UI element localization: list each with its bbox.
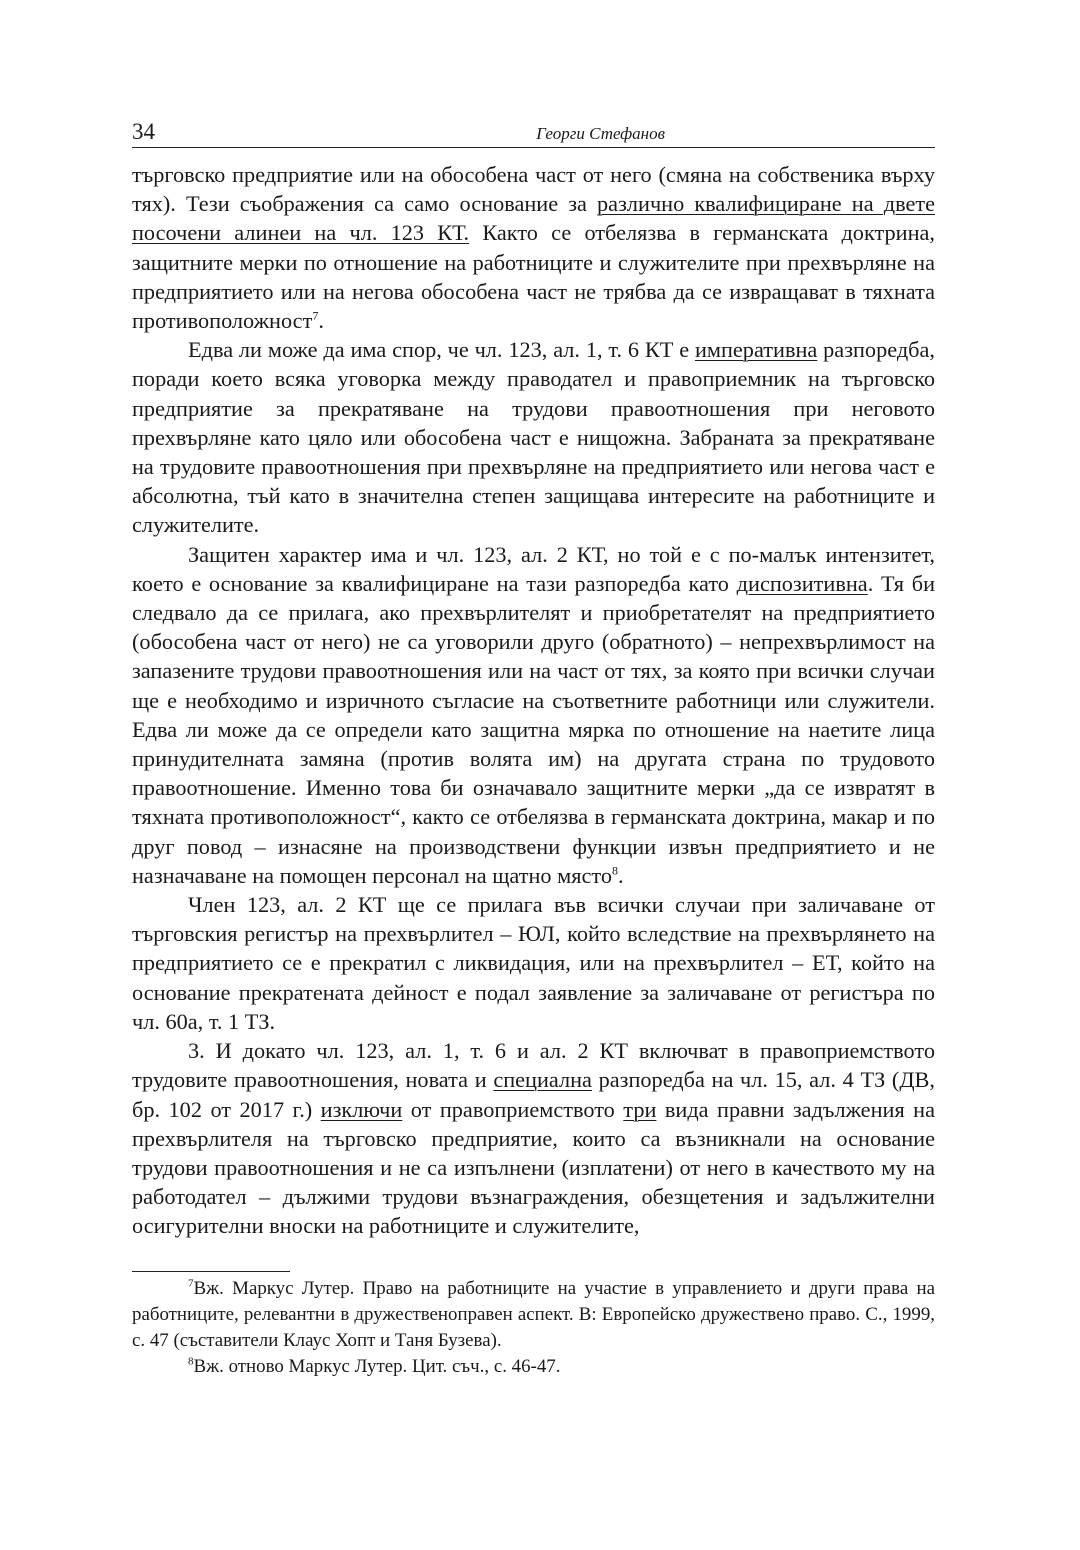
underlined-word: диспозитивна [736, 570, 868, 596]
paragraph-1: търговско предприятие или на обособена част от него (смяна на собственика върху тях). Тези съображения са само основание за различно квалифициране на двете посочени алинеи на чл. 123 КТ. Както се отбелязва в германската доктрина, защитните мерки по отношение на работниците и служителите при прехвърляне на предприятието или на негова обособена част не трябва да се извращават в тяхната противоположност$^7$. [132, 162, 935, 334]
paragraph-4: Член 123, ал. 2 КТ ще се прилага във всички случаи при заличаване от търговския регистър на прехвърлител – ЮЛ, който вследствие на прехвърлянето на предприятието се е прекратил с ликвидация, или на прехвърлител – ЕТ, който на основание прекратената дейност е подал заявление за заличаване от регистъра по чл. 60а, т. 1 ТЗ. [132, 892, 935, 1034]
body-text [132, 160, 935, 1241]
footnote-divider [132, 1271, 290, 1272]
page-number: 34 [132, 119, 155, 144]
footnote-number: 7 [188, 1277, 194, 1290]
footnote-text: Вж. Маркус Лутер. Право на работниците на участие в управлението и други права на работниците, релевантни в дружественоправен аспект. В: Европейско дружествено право. С., 1999, с. 47 (съставители Клаус Хопт и Таня Бузева). [132, 1277, 935, 1351]
footnote-7 [132, 1276, 935, 1354]
underlined-word: императивна [694, 337, 818, 363]
footnotes [132, 1276, 935, 1380]
paragraph-2: Едва ли може да има спор, че чл. 123, ал. 1, т. 6 КТ е императивна разпоредба, поради което всяка уговорка между праводател и правоприемник на търговско предприятие за прекратяване на трудови правоотношения при неговото прехвърляне като цяло или обособена част е нищожна. Забраната за прекратяване на трудовите правоотношения при прехвърляне на предприятието или негова част е абсолютна, тъй като в значителна степен защищава интересите на работниците и служителите. [132, 337, 935, 538]
footnote-ref-7[interactable]: 7 [312, 308, 319, 323]
running-head: Георги Стефанов [536, 124, 665, 143]
footnote-ref-8[interactable]: 8 [612, 863, 619, 878]
underlined-word: изключи [320, 1096, 403, 1122]
book-page [132, 110, 935, 1380]
footnote-8 [132, 1354, 935, 1380]
footnote-text: Вж. отново Маркус Лутер. Цит. съч., с. 46-47. [193, 1355, 561, 1377]
footnote-number: 8 [188, 1355, 194, 1368]
underlined-word: три [623, 1096, 657, 1122]
page-header [132, 110, 935, 148]
underlined-phrase: различно квалифициране на двете посочени алинеи на чл. 123 КТ. [132, 191, 935, 246]
paragraph-3: Защитен характер има и чл. 123, ал. 2 КТ, но той е с по-малък интензитет, което е основание за квалифициране на тази разпоредба като диспозитивна. Тя би следвало да се прилага, ако прехвърлителят и приобретателят на предприятието (обособена част от него) не са уговорили друго (обратното) – непрехвърлимост на запазените трудови правоотношения или на част от тях, за която при всички случаи ще е необходимо и изричното съгласие на съответните работници или служители. Едва ли може да се определи като защитна мярка по отношение на наетите лица принудителната замяна (против волята им) на другата страна по трудовото правоотношение. Именно това би означавало защитните мерки „да се извратят в тяхната противоположност“, както се отбелязва в германската доктрина, макар и по друг повод – изнасяне на производствени функции извън предприятието и не назначаване на помощен персонал на щатно място$^8$. [132, 541, 935, 888]
paragraph-5: 3. И докато чл. 123, ал. 1, т. 6 и ал. 2 КТ включват в правоприемството трудовите правоотношения, новата и специална разпоредба на чл. 15, ал. 4 ТЗ (ДВ, бр. 102 от 2017 г.) изключи от правоприемството три вида правни задължения на прехвърлителя на търговско предприятие, които са възникнали на основание трудови правоотношения и не са изпълнени (изплатени) от него в качеството му на работодател – дължими трудови възнаграждения, обезщетения и задължителни осигурителни вноски на работниците и служителите, [132, 1038, 935, 1239]
underlined-word: специална [493, 1067, 592, 1093]
